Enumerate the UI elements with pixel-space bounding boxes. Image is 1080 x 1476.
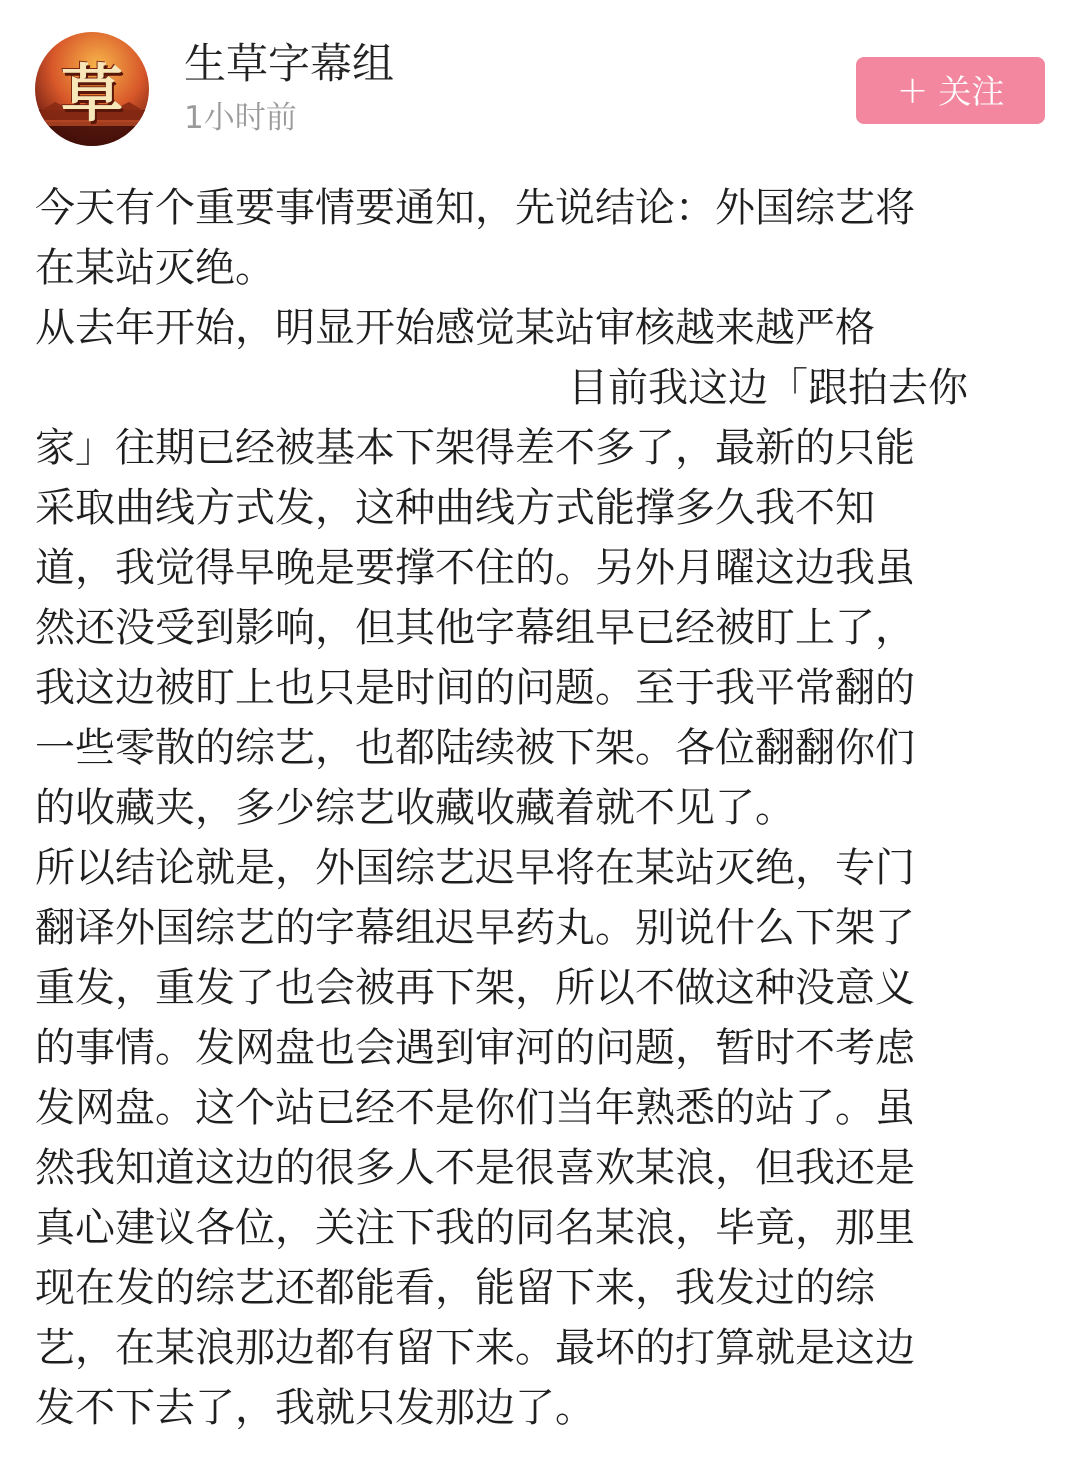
post-text-line: 现在发的综艺还都能看，能留下来，我发过的综	[35, 1265, 875, 1311]
post-text-line: 的事情。发网盘也会遇到审河的问题，暂时不考虑	[35, 1025, 915, 1071]
post-body	[35, 178, 1020, 1438]
post-text-line: 从去年开始，明显开始感觉某站审核越来越严格	[35, 305, 875, 351]
post-text-line: 发不下去了，我就只发那边了。	[35, 1385, 595, 1431]
post-text-line: 今天有个重要事情要通知，先说结论：外国综艺将	[35, 185, 915, 231]
post-text-line: 艺，在某浪那边都有留下来。最坏的打算就是这边	[35, 1325, 915, 1371]
post-text-line: 的收藏夹，多少综艺收藏收藏着就不见了。	[35, 785, 795, 831]
post-text-line: 所以结论就是，外国综艺迟早将在某站灭绝，专门	[35, 845, 915, 891]
post-text-line: 目前我这边「跟拍去你	[568, 365, 968, 411]
follow-button[interactable]	[856, 57, 1045, 124]
author-name[interactable]: 生草字幕组	[184, 39, 395, 88]
post-timestamp: 1小时前	[184, 100, 297, 136]
avatar[interactable]	[35, 32, 149, 146]
avatar-character: 草	[60, 57, 123, 130]
post-text-line: 在某站灭绝。	[35, 245, 275, 291]
follow-button-label: 关注	[938, 72, 1005, 111]
post-text-line: 发网盘。这个站已经不是你们当年熟悉的站了。虽	[35, 1085, 915, 1131]
post-text-line: 道，我觉得早晚是要撑不住的。另外月曜这边我虽	[35, 545, 915, 591]
post-text-line: 我这边被盯上也只是时间的问题。至于我平常翻的	[35, 665, 915, 711]
post-text-line: 一些零散的综艺，也都陆续被下架。各位翻翻你们	[35, 725, 915, 771]
post-text-line: 翻译外国综艺的字幕组迟早药丸。别说什么下架了	[35, 905, 915, 951]
plus-icon: +	[896, 68, 929, 112]
post-text-line: 重发，重发了也会被再下架，所以不做这种没意义	[35, 965, 915, 1011]
post-text-line: 然还没受到影响，但其他字幕组早已经被盯上了，	[35, 605, 915, 651]
post-text-line: 采取曲线方式发，这种曲线方式能撑多久我不知	[35, 485, 875, 531]
post-text-line: 然我知道这边的很多人不是很喜欢某浪，但我还是	[35, 1145, 915, 1191]
post-text-line: 真心建议各位，关注下我的同名某浪，毕竟，那里	[35, 1205, 915, 1251]
post-text-line: 家」往期已经被基本下架得差不多了，最新的只能	[35, 425, 915, 471]
post-header	[0, 0, 1080, 160]
